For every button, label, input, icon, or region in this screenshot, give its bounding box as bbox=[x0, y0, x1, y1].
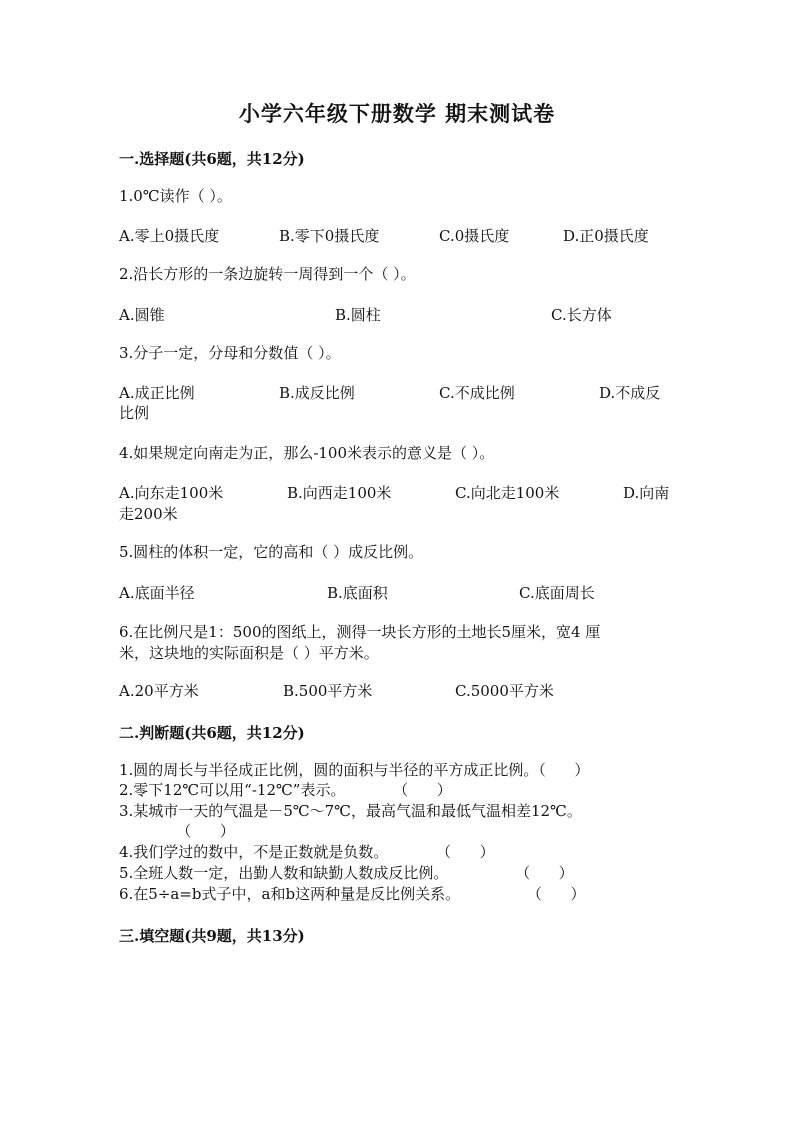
question-3-option-wrap: 比例 bbox=[119, 404, 150, 422]
question-3-options bbox=[119, 383, 679, 404]
option-d: D.向南 bbox=[623, 484, 670, 502]
section-heading-judge: 二.判断题(共6题，共12分) bbox=[119, 724, 305, 742]
option-a: A.底面半径 bbox=[119, 584, 195, 602]
question-5-options bbox=[119, 583, 679, 604]
judge-item-3: 3.某城市一天的气温是－5℃～7℃，最高气温和最低气温相差12℃。 bbox=[119, 802, 582, 820]
option-b: B.成反比例 bbox=[279, 384, 355, 402]
page-title: 小学六年级下册数学 期末测试卷 bbox=[238, 101, 556, 126]
judge-item-4: 4.我们学过的数中，不是正数就是负数。 （ ） bbox=[119, 843, 495, 861]
question-4-options bbox=[119, 483, 679, 504]
option-c: C.5000平方米 bbox=[455, 682, 554, 700]
section-heading-fill: 三.填空题(共9题，共13分) bbox=[119, 927, 305, 945]
question-5-stem: 5.圆柱的体积一定，它的高和（ ）成反比例。 bbox=[119, 543, 424, 561]
option-c: C.不成比例 bbox=[439, 384, 515, 402]
option-a: A.成正比例 bbox=[119, 384, 195, 402]
option-a: A.零上0摄氏度 bbox=[119, 227, 220, 245]
option-b: B.零下0摄氏度 bbox=[279, 227, 380, 245]
question-2-options bbox=[119, 305, 679, 326]
question-3-stem: 3.分子一定，分母和分数值（ ）。 bbox=[119, 344, 341, 362]
option-b: B.圆柱 bbox=[335, 306, 381, 324]
question-2-stem: 2.沿长方形的一条边旋转一周得到一个（ ）。 bbox=[119, 265, 416, 283]
option-a: A.向东走100米 bbox=[119, 484, 224, 502]
option-d: D.不成反 bbox=[599, 384, 661, 402]
option-a: A.20平方米 bbox=[119, 682, 199, 700]
option-b: B.底面积 bbox=[327, 584, 388, 602]
question-4-option-wrap: 走200米 bbox=[119, 505, 178, 523]
question-6-stem-line-1: 6.在比例尺是1：500的图纸上，测得一块长方形的土地长5厘米，宽4 厘 bbox=[119, 623, 601, 641]
option-d: D.正0摄氏度 bbox=[563, 227, 649, 245]
section-heading-choice: 一.选择题(共6题，共12分) bbox=[119, 150, 305, 168]
option-c: C.长方体 bbox=[551, 306, 612, 324]
option-c: C.底面周长 bbox=[519, 584, 595, 602]
judge-item-3-blank: （ ） bbox=[119, 822, 235, 840]
option-c: C.向北走100米 bbox=[455, 484, 560, 502]
question-4-stem: 4.如果规定向南走为正，那么-100米表示的意义是（ ）。 bbox=[119, 444, 495, 462]
judge-item-1: 1.圆的周长与半径成正比例，圆的面积与半径的平方成正比例。（ ） bbox=[119, 761, 590, 779]
judge-item-5: 5.全班人数一定，出勤人数和缺勤人数成反比例。 （ ） bbox=[119, 864, 574, 882]
question-1-options bbox=[119, 226, 679, 247]
option-b: B.500平方米 bbox=[283, 682, 373, 700]
option-a: A.圆锥 bbox=[119, 306, 165, 324]
question-1-stem: 1.0℃读作（ ）。 bbox=[119, 187, 232, 205]
question-6-stem-line-2: 米，这块地的实际面积是（ ）平方米。 bbox=[119, 644, 379, 662]
question-6-options bbox=[119, 681, 679, 702]
judge-item-6: 6.在5÷a=b式子中，a和b这两种量是反比例关系。 （ ） bbox=[119, 885, 586, 903]
option-b: B.向西走100米 bbox=[287, 484, 392, 502]
option-c: C.0摄氏度 bbox=[439, 227, 510, 245]
judge-item-2: 2.零下12℃可以用“-12℃”表示。 （ ） bbox=[119, 781, 452, 799]
